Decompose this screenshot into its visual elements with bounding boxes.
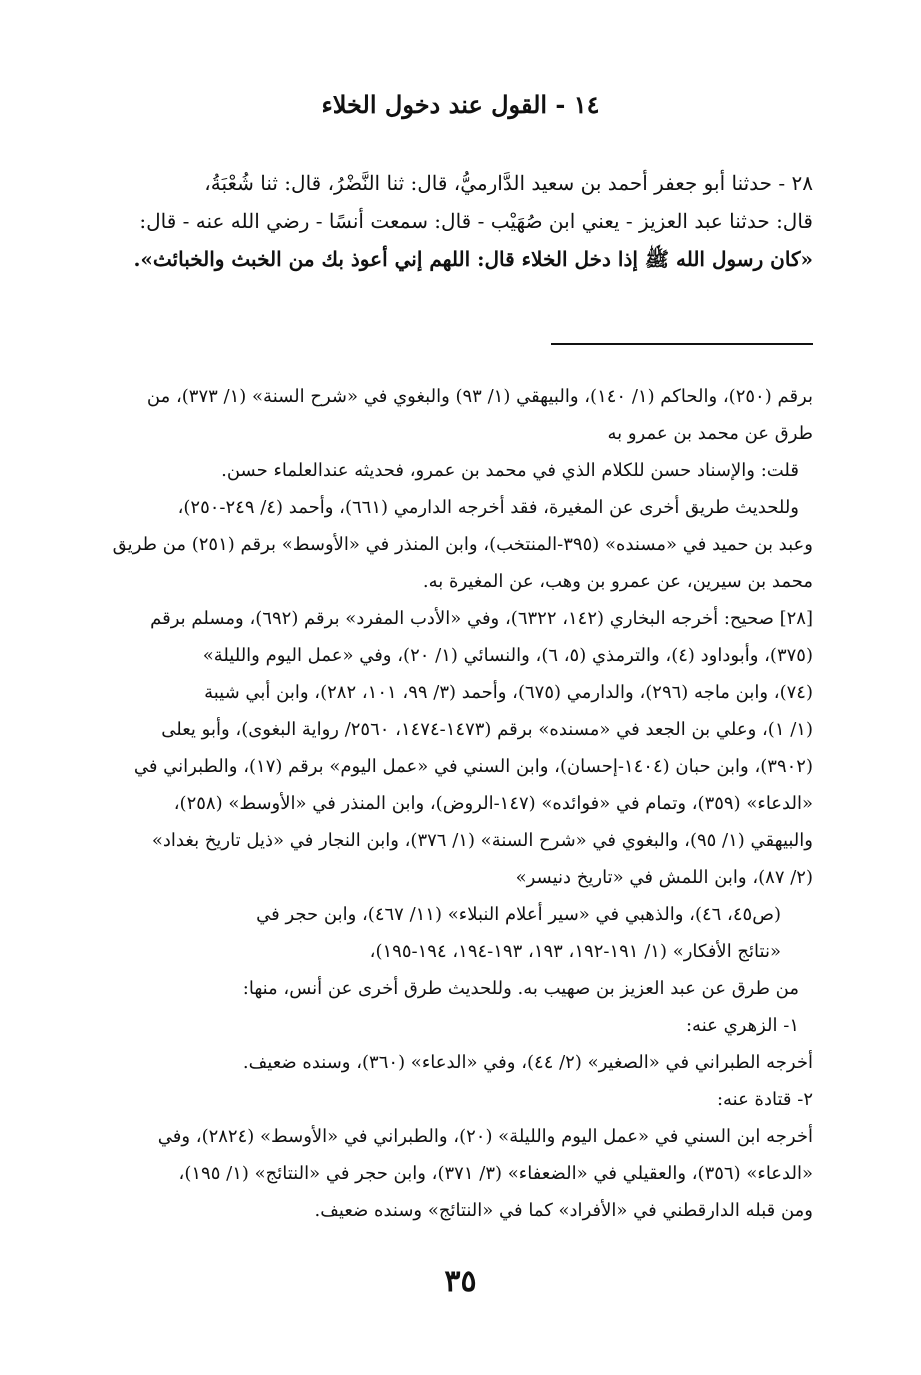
footnote-line: وللحديث طريق أخرى عن المغيرة، فقد أخرجه الدارمي (٦٦١)، وأحمد (٤/ ٢٤٩-٢٥٠)، (177, 497, 799, 518)
footnote-line: وعبد بن حميد في «مسنده» (٣٩٥-المنتخب)، وابن المنذر في «الأوسط» برقم (٢٥١) من طريق (112, 534, 813, 555)
footnote-line: طرق عن محمد بن عمرو به (607, 423, 813, 444)
footnote-line: (٣٧٥)، وأبوداود (٤)، والترمذي (٥، ٦)، والنسائي (١/ ٢٠)، وفي «عمل اليوم والليلة» (202, 645, 813, 666)
footnote-line: أخرجه ابن السني في «عمل اليوم والليلة» (٢٠)، والطبراني في «الأوسط» (٢٨٢٤)، وفي (157, 1126, 813, 1147)
footnote-line: (٣٩٠٢)، وابن حبان (١٤٠٤-إحسان)، وابن السني في «عمل اليوم» برقم (١٧)، والطبراني في (133, 756, 813, 777)
footnote-line: ١- الزهري عنه: (685, 1015, 799, 1036)
footnote-line: (٢/ ٨٧)، وابن اللمش في «تاريخ دنيسر» (515, 867, 813, 888)
footnote-divider (551, 343, 813, 345)
hadith-line: ٢٨ - حدثنا أبو جعفر أحمد بن سعيد الدَّارميُّ، قال: ثنا النَّضْرُ، قال: ثنا شُعْبَةُ، (204, 171, 813, 195)
chapter-title: ١٤ - القول عند دخول الخلاء (321, 90, 600, 119)
footnote-line: (٧٤)، وابن ماجه (٢٩٦)، والدارمي (٦٧٥)، وأحمد (٣/ ٩٩، ١٠١، ٢٨٢)، وابن أبي شيبة (204, 682, 813, 703)
footnote-line: محمد بن سيرين، عن عمرو بن وهب، عن المغيرة به. (422, 571, 813, 592)
footnotes (96, 378, 813, 1229)
footnote-line: (١/ ١)، وعلي بن الجعد في «مسنده» برقم (١٤٧٣-١٤٧٤، ٢٥٦٠/ رواية البغوى)، وأبو يعلى (161, 719, 813, 740)
hadith-text (118, 164, 813, 278)
footnote-line: «الدعاء» (٣٥٦)، والعقيلي في «الضعفاء» (٣/ ٣٧١)، وابن حجر في «النتائج» (١/ ١٩٥)، (178, 1163, 813, 1184)
footnote-line: والبيهقي (١/ ٩٥)، والبغوي في «شرح السنة» (١/ ٣٧٦)، وابن النجار في «ذيل تاريخ بغداد» (151, 830, 813, 851)
page-number: ٣٥ (444, 1264, 477, 1299)
footnote-line: قلت: والإسناد حسن للكلام الذي في محمد بن عمرو، فحديثه عندالعلماء حسن. (221, 460, 799, 481)
footnote-line: (ص٤٥، ٤٦)، والذهبي في «سير أعلام النبلاء» (١١/ ٤٦٧)، وابن حجر في (256, 904, 781, 925)
footnote-line: أخرجه الطبراني في «الصغير» (٢/ ٤٤)، وفي «الدعاء» (٣٦٠)، وسنده ضعيف. (242, 1052, 813, 1073)
hadith-line: قال: حدثنا عبد العزيز - يعني ابن صُهَيْب - قال: سمعت أنسًا - رضي الله عنه - قال: (139, 209, 813, 233)
footnote-line: برقم (٢٥٠)، والحاكم (١/ ١٤٠)، والبيهقي (١/ ٩٣) والبغوي في «شرح السنة» (١/ ٣٧٣)، من (146, 386, 813, 407)
footnote-line: «الدعاء» (٣٥٩)، وتمام في «فوائده» (١٤٧-الروض)، وابن المنذر في «الأوسط» (٢٥٨)، (173, 793, 813, 814)
footnote-line: ومن قبله الدارقطني في «الأفراد» كما في «النتائج» وسنده ضعيف. (314, 1200, 813, 1221)
footnote-line: «نتائج الأفكار» (١/ ١٩١-١٩٢، ١٩٣، ١٩٣-١٩٤، ١٩٤-١٩٥)، (369, 941, 781, 962)
footnote-line: ٢- قتادة عنه: (716, 1089, 813, 1110)
hadith-matn: «كان رسول الله ﷺ إذا دخل الخلاء قال: اللهم إني أعوذ بك من الخبث والخبائث». (133, 247, 813, 271)
footnote-line: من طرق عن عبد العزيز بن صهيب به. وللحديث طرق أخرى عن أنس، منها: (242, 978, 799, 999)
footnote-line: [٢٨] صحيح: أخرجه البخاري (١٤٢، ٦٣٢٢)، وفي «الأدب المفرد» برقم (٦٩٢)، ومسلم برقم (150, 608, 813, 629)
